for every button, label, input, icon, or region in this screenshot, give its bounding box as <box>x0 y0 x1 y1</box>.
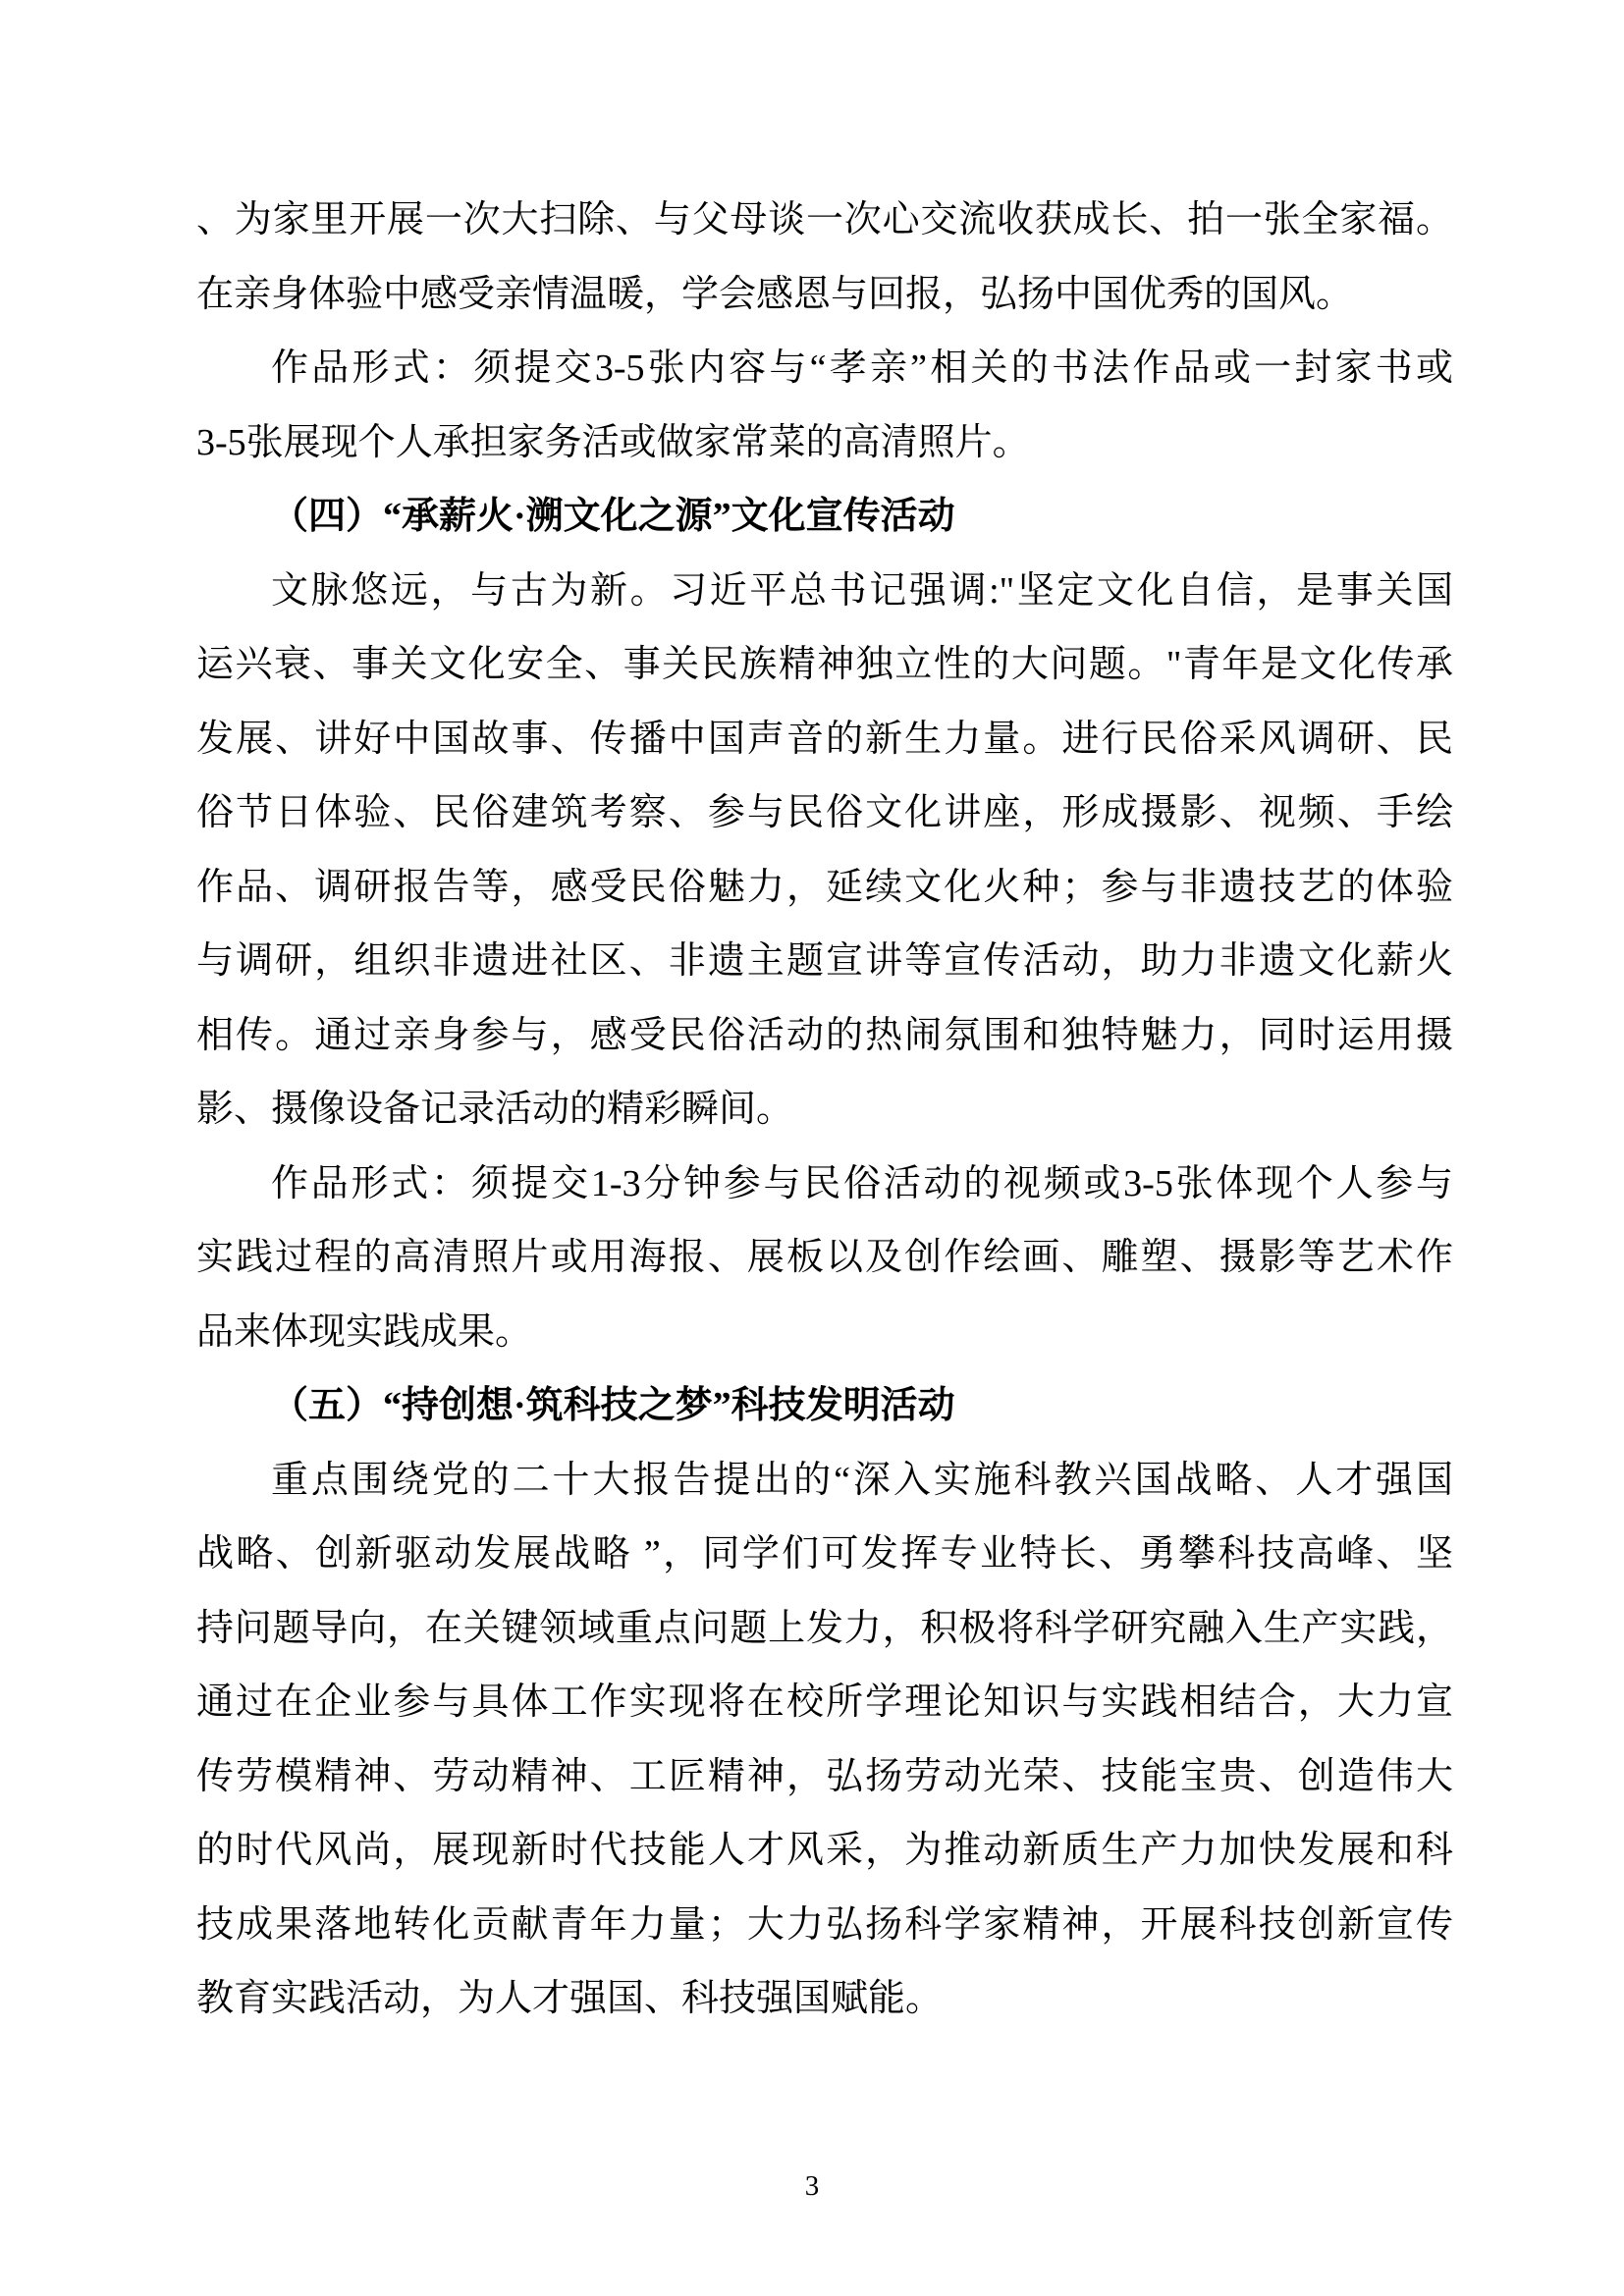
paragraph <box>196 480 1453 555</box>
text-line: 、为家里开展一次大扫除、与父母谈一次心交流收获成长、拍一张全家福。 <box>196 199 1453 240</box>
text-line: 战略、创新驱动发展战略 ”，同学们可发挥专业特长、勇攀科技高峰、坚 <box>196 1533 1453 1575</box>
text-line: 作品形式：须提交3-5张内容与“孝亲”相关的书法作品或一封家书或 <box>271 347 1453 389</box>
text-line: 影、摄像设备记录活动的精彩瞬间。 <box>196 1089 794 1130</box>
text-line: 与调研，组织非遗进社区、非遗主题宣讲等宣传活动，助力非遗文化薪火 <box>196 940 1453 982</box>
paragraph <box>196 555 1453 1148</box>
text-line: 3-5张展现个人承担家务活或做家常菜的高清照片。 <box>196 421 1030 463</box>
text-line: 品来体现实践成果。 <box>196 1310 533 1353</box>
text-line: 教育实践活动，为人才强国、科技强国赋能。 <box>196 1978 944 2019</box>
paragraph <box>196 1444 1453 2037</box>
text-line: 在亲身体验中感受亲情温暖，学会感恩与回报，弘扬中国优秀的国风。 <box>196 273 1354 315</box>
text-line: 相传。通过亲身参与，感受民俗活动的热闹氛围和独特魅力，同时运用摄 <box>196 1014 1453 1056</box>
page-number: 3 <box>804 2170 820 2202</box>
text-line: 持问题导向，在关键领域重点问题上发力，积极将科学研究融入生产实践， <box>196 1607 1453 1649</box>
text-line: 传劳模精神、劳动精神、工匠精神，弘扬劳动光荣、技能宝贵、创造伟大 <box>196 1755 1453 1797</box>
paragraph <box>196 332 1453 480</box>
text-line: 通过在企业参与具体工作实现将在校所学理论知识与实践相结合，大力宣 <box>196 1682 1453 1723</box>
text-line: 技成果落地转化贡献青年力量；大力弘扬科学家精神，开展科技创新宣传 <box>196 1903 1453 1946</box>
text-line: 的时代风尚，展现新时代技能人才风采，为推动新质生产力加快发展和科 <box>196 1830 1453 1871</box>
text-line: 发展、讲好中国故事、传播中国声音的新生力量。进行民俗采风调研、民 <box>196 718 1453 760</box>
document-body <box>196 184 1453 2037</box>
text-line: 重点围绕党的二十大报告提出的“深入实施科教兴国战略、人才强国 <box>271 1459 1453 1501</box>
heading-section-5: （五）“持创想·筑科技之梦”科技发明活动 <box>271 1385 955 1426</box>
text-line: 俗节日体验、民俗建筑考察、参与民俗文化讲座，形成摄影、视频、手绘 <box>196 792 1453 833</box>
text-line: 作品、调研报告等，感受民俗魅力，延续文化火种；参与非遗技艺的体验 <box>196 866 1453 908</box>
paragraph <box>196 1369 1453 1444</box>
paragraph <box>196 184 1453 332</box>
text-line: 运兴衰、事关文化安全、事关民族精神独立性的大问题。"青年是文化传承 <box>196 644 1453 685</box>
paragraph <box>196 1148 1453 1370</box>
text-line: 文脉悠远，与古为新。习近平总书记强调:"坚定文化自信，是事关国 <box>271 569 1453 612</box>
heading-section-4: （四）“承薪火·溯文化之源”文化宣传活动 <box>271 496 955 537</box>
text-line: 作品形式：须提交1-3分钟参与民俗活动的视频或3-5张体现个人参与 <box>271 1162 1453 1204</box>
text-line: 实践过程的高清照片或用海报、展板以及创作绘画、雕塑、摄影等艺术作 <box>196 1237 1453 1278</box>
